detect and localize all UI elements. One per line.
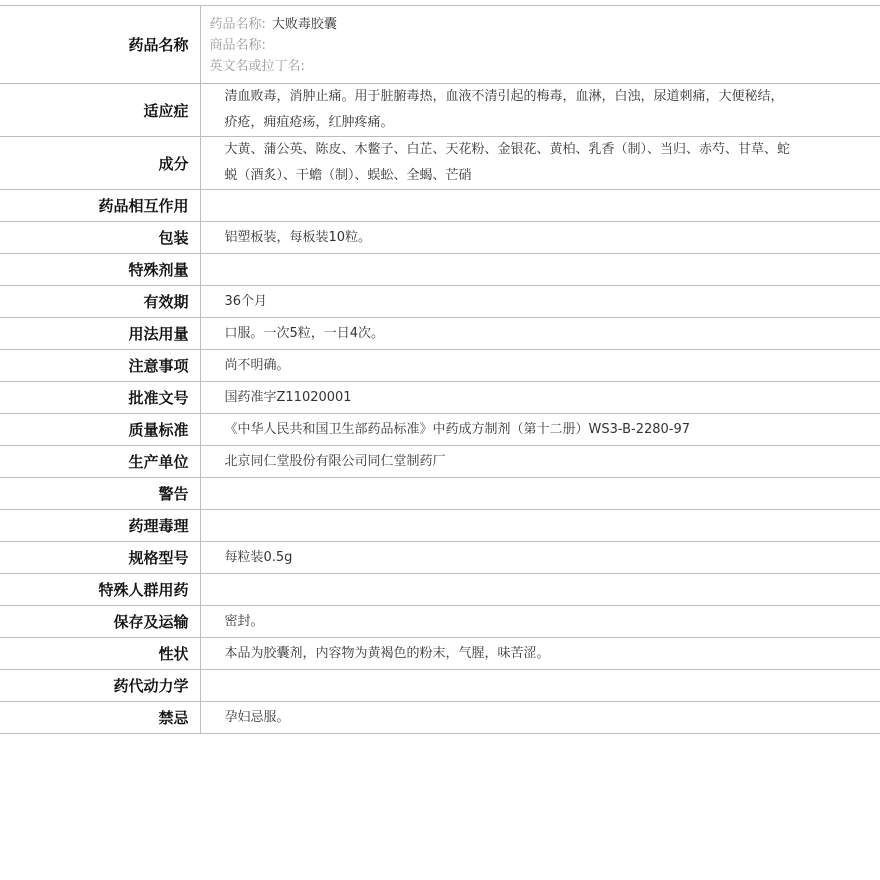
row-value [200,254,880,286]
drug-name-block [200,6,880,84]
row-value: 每粒装0.5g [224,549,293,565]
row-value [200,670,880,702]
row-specification [0,542,880,574]
english-name-label: 英文名或拉丁名: [209,59,305,74]
row-label: 特殊人群用药 [0,574,200,606]
row-special-populations [0,574,880,606]
row-value: 国药准字Z11020001 [224,389,352,405]
row-pharmacokinetics [0,670,880,702]
row-value: 密封。 [224,613,264,629]
row-label: 成分 [0,137,200,190]
row-value: 大黄、蒲公英、陈皮、木鳖子、白芷、天花粉、金银花、黄柏、乳香（制）、当归、赤芍、甘草、蛇蜕（酒炙）、干蟾（制）、蜈蚣、全蝎、芒硝 [224,142,791,183]
row-value: 36个月 [224,293,268,309]
row-pharmacology [0,510,880,542]
trade-name-label: 商品名称: [209,38,266,53]
row-value: 孕妇忌服。 [224,709,290,725]
row-value: 北京同仁堂股份有限公司同仁堂制药厂 [224,453,446,469]
row-value: 铝塑板装，每板装10粒。 [224,229,372,245]
trade-name-line [210,35,791,56]
row-label: 警告 [0,478,200,510]
generic-name-value: 大败毒胶囊 [271,17,337,32]
row-special-dosage [0,254,880,286]
row-value: 清血败毒，消肿止痛。用于脏腑毒热，血液不清引起的梅毒，血淋，白浊，尿道刺痛，大便秘结，疥疮，痈疽疮疡，红肿疼痛。 [224,89,784,130]
row-drug-interactions [0,190,880,222]
row-contraindications [0,702,880,734]
row-label: 规格型号 [0,542,200,574]
row-value [200,574,880,606]
row-label: 药品名称 [0,6,200,84]
row-value: 《中华人民共和国卫生部药品标准》中药成方制剂（第十二册）WS3-B-2280-97 [224,421,691,437]
row-value: 口服。一次5粒，一日4次。 [224,325,385,341]
row-appearance [0,638,880,670]
drug-info-table [0,5,880,734]
row-label: 生产单位 [0,446,200,478]
row-label: 有效期 [0,286,200,318]
row-label: 性状 [0,638,200,670]
row-value: 本品为胶囊剂，内容物为黄褐色的粉末，气腥，味苦涩。 [224,645,550,661]
generic-name-label: 药品名称: [209,17,266,32]
row-label: 质量标准 [0,414,200,446]
row-value [200,478,880,510]
row-storage [0,606,880,638]
row-indications [0,84,880,137]
row-approval-number [0,382,880,414]
row-precautions [0,350,880,382]
row-label: 保存及运输 [0,606,200,638]
row-value [200,190,880,222]
row-label: 特殊剂量 [0,254,200,286]
row-drug-name [0,6,880,84]
drug-info-sheet [0,5,880,734]
row-label: 药品相互作用 [0,190,200,222]
row-packaging [0,222,880,254]
row-label: 禁忌 [0,702,200,734]
row-label: 注意事项 [0,350,200,382]
row-quality-standard [0,414,880,446]
row-label: 适应症 [0,84,200,137]
row-value: 尚不明确。 [224,357,290,373]
row-label: 药理毒理 [0,510,200,542]
row-dosage [0,318,880,350]
row-label: 用法用量 [0,318,200,350]
row-label: 包装 [0,222,200,254]
row-shelf-life [0,286,880,318]
english-name-line [210,56,791,77]
row-warning [0,478,880,510]
row-manufacturer [0,446,880,478]
generic-name-line [210,14,791,35]
row-label: 批准文号 [0,382,200,414]
row-ingredients [0,137,880,190]
row-value [200,510,880,542]
row-label: 药代动力学 [0,670,200,702]
